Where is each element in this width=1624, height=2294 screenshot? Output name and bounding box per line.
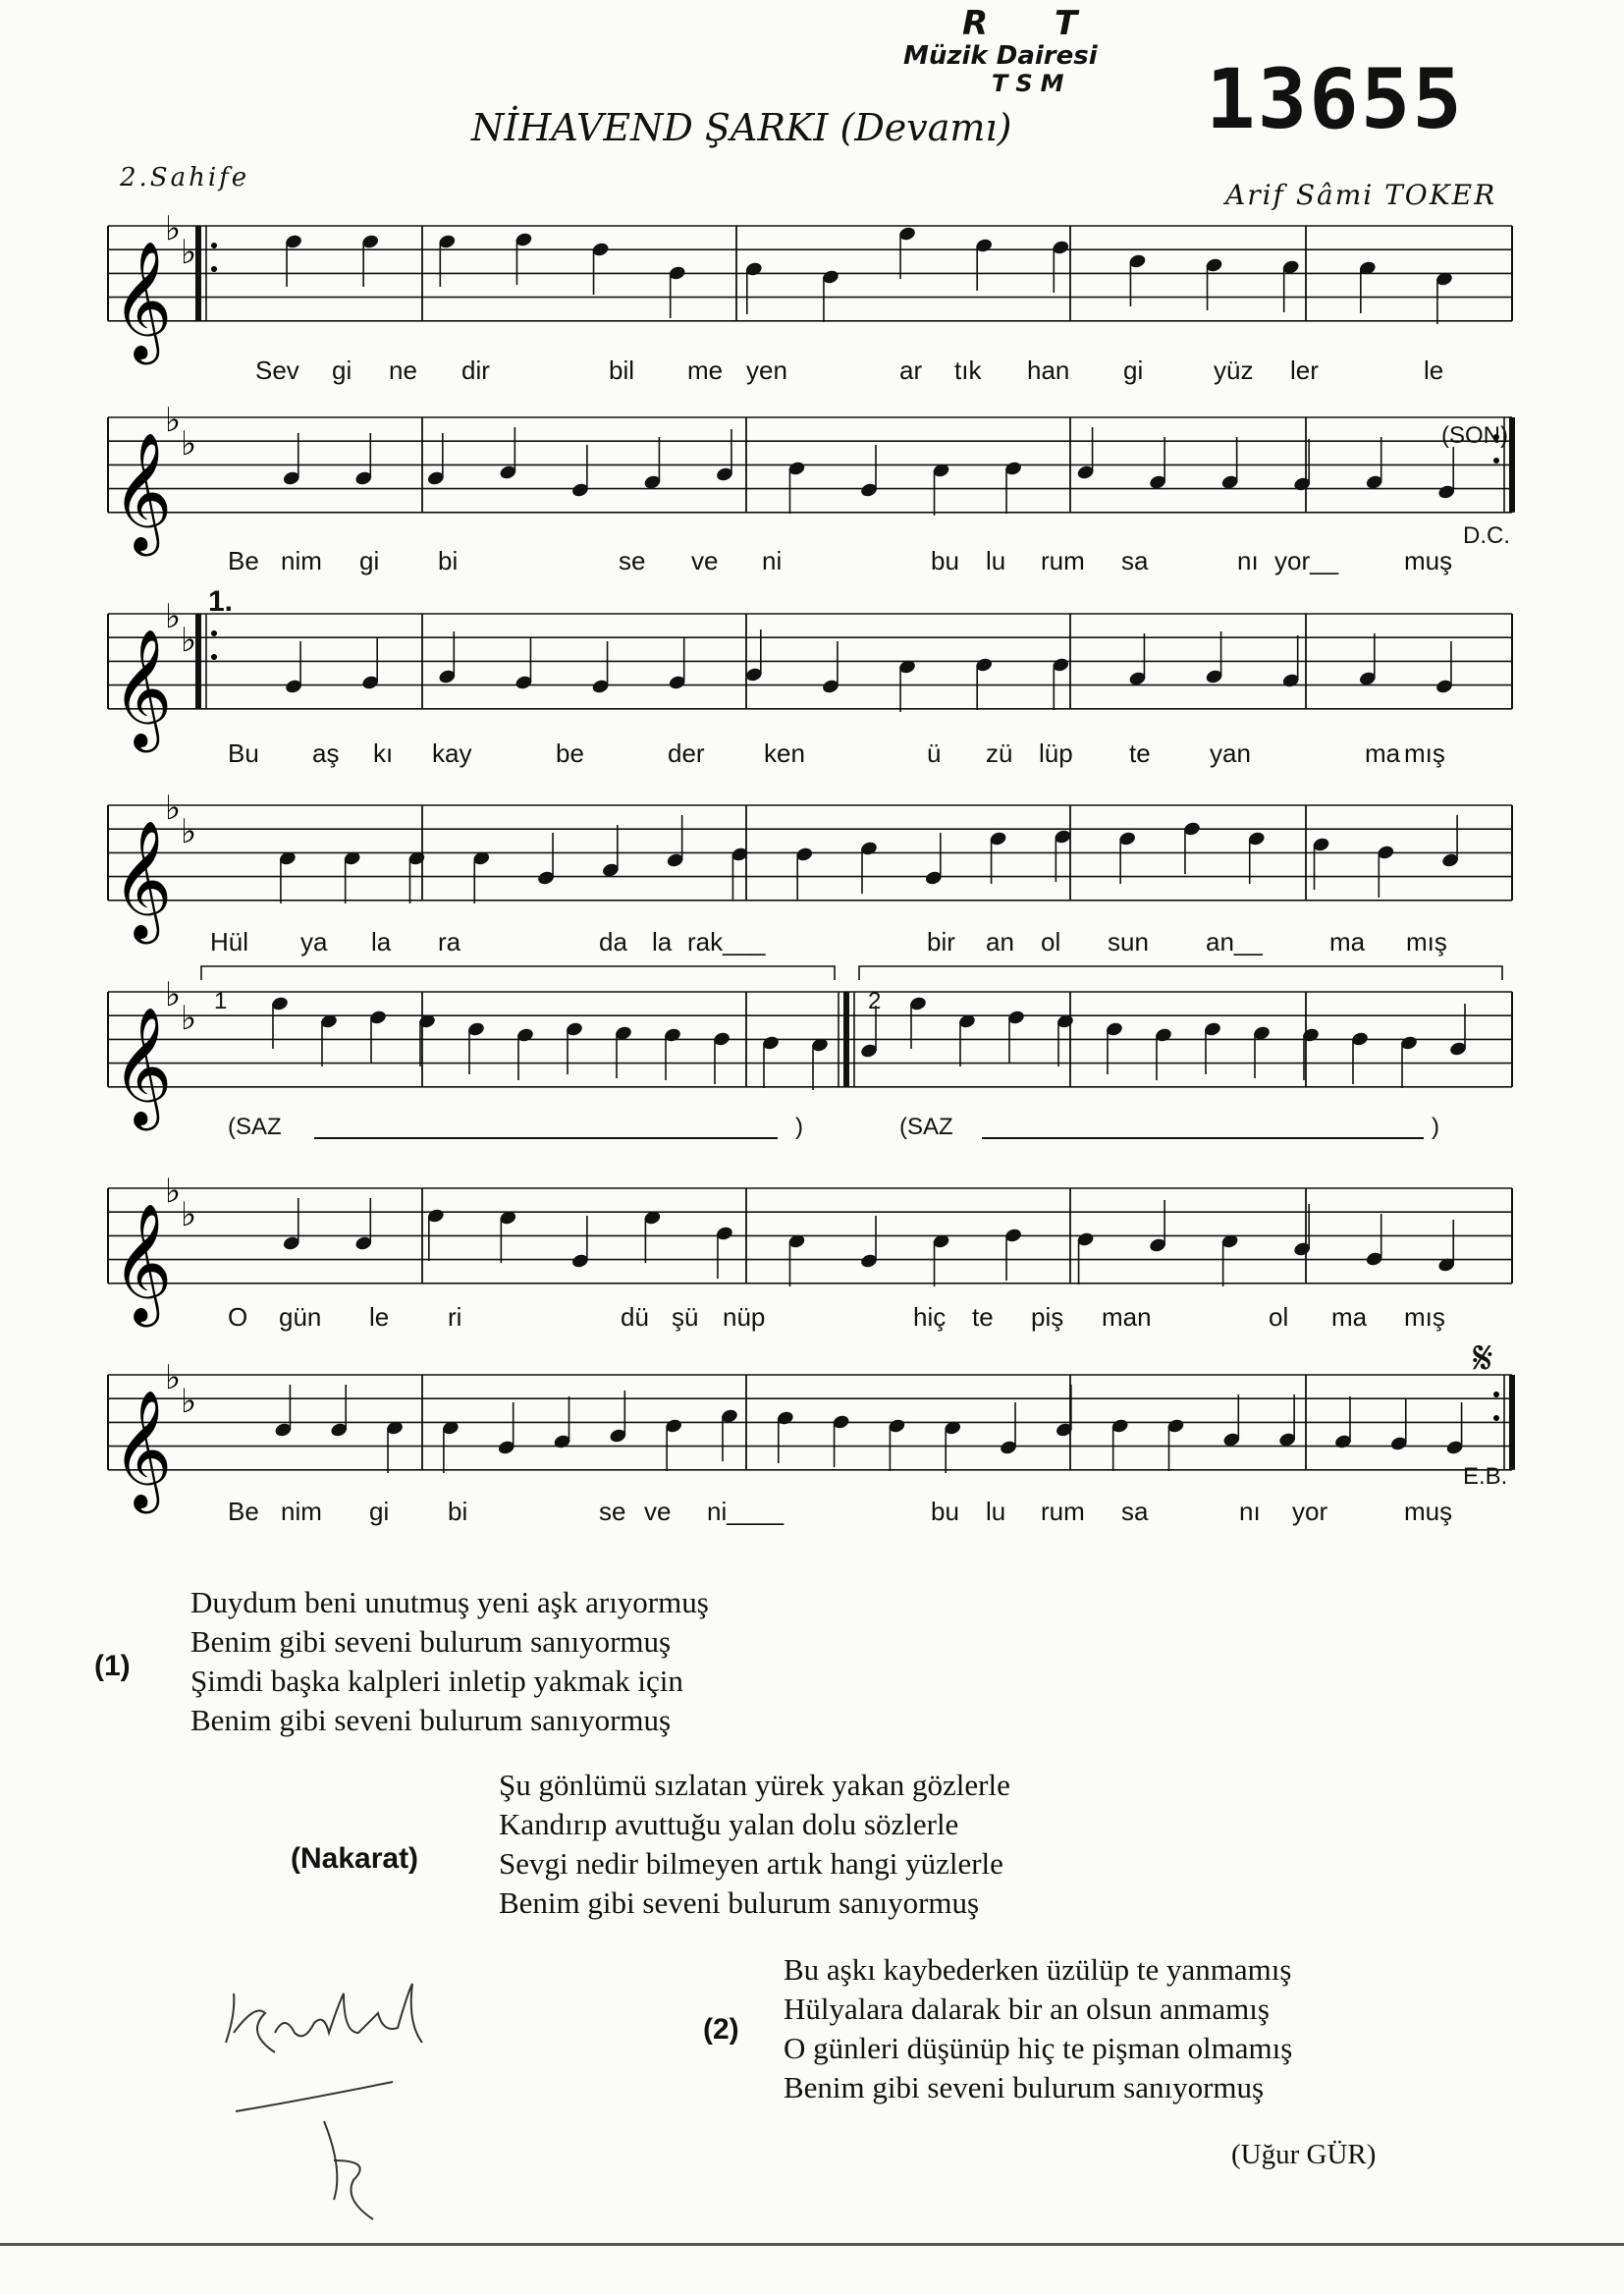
repeat-dot xyxy=(1493,1415,1499,1421)
stamp-line-1: R T xyxy=(962,4,1106,43)
lyric-syllable: te xyxy=(1129,738,1151,768)
lyric-syllable: Sev xyxy=(255,355,299,385)
lyric-syllable: ü xyxy=(927,738,942,768)
lyric-syllable: lu xyxy=(986,546,1006,575)
lyric-syllable: yan xyxy=(1210,738,1251,768)
lyric-syllable: Hül xyxy=(210,927,249,956)
lyric-syllable: rum xyxy=(1041,1497,1085,1526)
lyric-syllable: zü xyxy=(986,738,1013,768)
lyric-syllable: kay xyxy=(432,738,472,768)
lyric-syllable: ni____ xyxy=(707,1497,785,1526)
lyric-syllable: nim xyxy=(281,1497,322,1526)
lyric-syllable: gi xyxy=(1123,355,1144,385)
flat-icon: ♭ xyxy=(165,1172,182,1211)
verse-1 xyxy=(190,1583,709,1740)
flat-icon: ♭ xyxy=(181,812,197,851)
flat-icon: ♭ xyxy=(165,975,182,1014)
treble-clef-icon: 𝄞 xyxy=(112,818,173,939)
lyric-syllable: Bu xyxy=(228,738,259,768)
handwritten-signature xyxy=(206,1974,501,2249)
lyric-syllable: nim xyxy=(281,546,322,575)
lyric-syllable: lüp xyxy=(1039,738,1073,768)
treble-clef-icon: 𝄞 xyxy=(112,1005,173,1125)
lyric-syllable: ol xyxy=(1269,1302,1289,1332)
score-marking: E.B. xyxy=(1463,1463,1508,1490)
flat-icon: ♭ xyxy=(165,597,182,636)
lyric-syllable: dü xyxy=(621,1302,649,1332)
flat-icon: ♭ xyxy=(181,1195,197,1234)
repeat-dot xyxy=(211,243,217,248)
lyric-syllable: hiç xyxy=(913,1302,947,1332)
repeat-dot xyxy=(1493,1392,1499,1397)
lyric-syllable: la xyxy=(652,927,673,956)
treble-clef-icon: 𝄞 xyxy=(112,430,173,551)
scan-edge-line xyxy=(0,2243,1624,2246)
nakarat-line: Şu gönlümü sızlatan yürek yakan gözlerle xyxy=(499,1768,1010,1802)
lyric-syllable: man xyxy=(1102,1302,1152,1332)
lyric-syllable: ma xyxy=(1331,1302,1368,1332)
verse-2-label: (2) xyxy=(703,2013,739,2046)
lyric-syllable: han xyxy=(1027,355,1070,385)
lyric-syllable: da xyxy=(599,927,627,956)
lyric-syllable: muş xyxy=(1404,546,1453,575)
lyric-syllable: le xyxy=(369,1302,390,1332)
flat-icon: ♭ xyxy=(181,1382,197,1421)
lyric-syllable: bu xyxy=(931,546,959,575)
flat-icon: ♭ xyxy=(165,789,182,828)
lyric-syllable: aş xyxy=(312,738,340,768)
page-title: NİHAVEND ŞARKI (Devamı) xyxy=(471,106,1012,149)
lyric-syllable: bil xyxy=(609,355,635,385)
archive-number: 13655 xyxy=(1206,51,1464,147)
lyric-syllable: rum xyxy=(1041,546,1085,575)
flat-icon: ♭ xyxy=(165,209,182,248)
nakarat-line: Benim gibi seveni bulurum sanıyormuş xyxy=(499,1885,980,1920)
lyric-syllable: piş xyxy=(1031,1302,1064,1332)
score-marking: 2 xyxy=(868,988,882,1014)
verse-1-line: Benim gibi seveni bulurum sanıyormuş xyxy=(190,1703,672,1737)
lyric-syllable: ar xyxy=(899,355,923,385)
score-marking: ) xyxy=(795,1114,803,1140)
lyricist-name: (Uğur GÜR) xyxy=(1231,2139,1377,2170)
volta-bracket-1 xyxy=(201,966,835,980)
lyric-syllable: mış xyxy=(1406,927,1447,956)
score-marking: (SAZ xyxy=(228,1114,282,1140)
lyric-syllable: sa xyxy=(1121,546,1149,575)
score-marking: 1 xyxy=(214,988,228,1014)
lyric-syllable: nı xyxy=(1237,546,1259,575)
repeat-dot xyxy=(1493,458,1499,464)
stamp-line-2: Müzik Dairesi xyxy=(903,41,1098,71)
lyric-syllable: bi xyxy=(448,1497,468,1526)
repeat-dot xyxy=(211,654,217,660)
flat-icon: ♭ xyxy=(181,621,197,660)
lyric-syllable: bir xyxy=(927,927,955,956)
score-marking: D.C. xyxy=(1463,522,1510,549)
page-label: 2.Sahife xyxy=(120,163,250,192)
verse-1-line: Şimdi başka kalpleri inletip yakmak için xyxy=(190,1664,683,1698)
score-marking: 1. xyxy=(208,585,234,618)
lyric-syllable: gi xyxy=(332,355,352,385)
lyric-syllable: Be xyxy=(228,1497,259,1526)
verse-1-line: Benim gibi seveni bulurum sanıyormuş xyxy=(190,1624,672,1659)
lyric-syllable: ni xyxy=(762,546,783,575)
lyric-syllable: gi xyxy=(359,546,380,575)
treble-clef-icon: 𝄞 xyxy=(112,627,173,747)
nakarat-line: Kandırıp avuttuğu yalan dolu sözlerle xyxy=(499,1807,959,1841)
repeat-dot xyxy=(211,266,217,272)
lyric-syllable: se xyxy=(619,546,646,575)
stamp-line-3: TSM xyxy=(992,70,1072,97)
lyric-syllable: ma xyxy=(1329,927,1366,956)
lyric-syllable: kı xyxy=(373,738,394,768)
saz-underline xyxy=(314,1137,778,1139)
lyric-syllable: lu xyxy=(986,1497,1006,1526)
lyric-syllable: la xyxy=(371,927,392,956)
verse-2-line: Bu aşkı kaybederken üzülüp te yanmamış xyxy=(784,1952,1292,1987)
lyric-syllable: sun xyxy=(1108,927,1149,956)
lyric-syllable: ken xyxy=(764,738,805,768)
lyric-syllable: muş xyxy=(1404,1497,1453,1526)
lyrics-row-1 xyxy=(0,355,1624,391)
lyrics-row-4 xyxy=(0,927,1624,962)
score-marking: (SAZ xyxy=(899,1114,953,1140)
lyrics-row-3 xyxy=(0,738,1624,774)
repeat-dot xyxy=(211,630,217,636)
treble-clef-icon: 𝄞 xyxy=(112,1388,173,1508)
lyric-syllable: an__ xyxy=(1206,927,1263,956)
lyric-syllable: nı xyxy=(1239,1497,1261,1526)
flat-icon: ♭ xyxy=(181,233,197,272)
lyric-syllable: me xyxy=(687,355,724,385)
lyric-syllable: rak___ xyxy=(687,927,766,956)
lyric-syllable: ve xyxy=(691,546,719,575)
lyrics-row-6 xyxy=(0,1302,1624,1338)
lyric-syllable: an xyxy=(986,927,1014,956)
lyric-syllable: gün xyxy=(279,1302,322,1332)
lyric-syllable: O xyxy=(228,1302,248,1332)
lyric-syllable: dir xyxy=(461,355,490,385)
verse-1-line: Duydum beni unutmuş yeni aşk arıyormuş xyxy=(190,1585,709,1619)
score-marking: ) xyxy=(1432,1114,1439,1140)
verse-2-line: Hülyalara dalarak bir an olsun anmamış xyxy=(784,1992,1270,2026)
flat-icon: ♭ xyxy=(165,1358,182,1397)
verse-2-line: O günleri düşünüp hiç te pişman olmamış xyxy=(784,2031,1293,2065)
lyric-syllable: te xyxy=(972,1302,994,1332)
verse-2-line: Benim gibi seveni bulurum sanıyormuş xyxy=(784,2070,1265,2104)
flat-icon: ♭ xyxy=(165,401,182,440)
lyric-syllable: Be xyxy=(228,546,259,575)
verse-2 xyxy=(784,1950,1292,2107)
nakarat-label: (Nakarat) xyxy=(291,1842,419,1875)
lyrics-row-7 xyxy=(0,1497,1624,1532)
composer-name: Arif Sâmi TOKER xyxy=(1225,179,1497,211)
lyric-syllable: se xyxy=(599,1497,626,1526)
treble-clef-icon: 𝄞 xyxy=(112,1201,173,1322)
stamp-organization xyxy=(903,6,1198,96)
lyric-syllable: sa xyxy=(1121,1497,1149,1526)
lyric-syllable: ol xyxy=(1041,927,1061,956)
lyric-syllable: tık xyxy=(954,355,982,385)
lyric-syllable: yor xyxy=(1292,1497,1328,1526)
lyric-syllable: yüz xyxy=(1214,355,1254,385)
lyric-syllable: nüp xyxy=(723,1302,766,1332)
score-marking: (SON) xyxy=(1441,422,1508,449)
volta-bracket-2 xyxy=(859,966,1502,980)
lyric-syllable: yor__ xyxy=(1274,546,1339,575)
lyric-syllable: ra xyxy=(438,927,461,956)
lyric-syllable: bi xyxy=(438,546,459,575)
lyric-syllable: ler xyxy=(1290,355,1319,385)
lyric-syllable: ya xyxy=(300,927,328,956)
lyric-syllable: mış xyxy=(1404,1302,1445,1332)
lyric-syllable: be xyxy=(556,738,584,768)
flat-icon: ♭ xyxy=(181,424,197,464)
lyric-syllable: ma xyxy=(1365,738,1401,768)
lyrics-row-2 xyxy=(0,546,1624,581)
lyric-syllable: şü xyxy=(672,1302,699,1332)
flat-icon: ♭ xyxy=(181,999,197,1038)
lyric-syllable: der xyxy=(668,738,705,768)
lyric-syllable: ve xyxy=(644,1497,672,1526)
lyric-syllable: le xyxy=(1424,355,1444,385)
lyric-syllable: ri xyxy=(448,1302,462,1332)
lyric-syllable: bu xyxy=(931,1497,959,1526)
nakarat-verse xyxy=(499,1766,1010,1923)
verse-1-label: (1) xyxy=(94,1650,131,1682)
lyric-syllable: yen xyxy=(746,355,787,385)
nakarat-line: Sevgi nedir bilmeyen artık hangi yüzlerle xyxy=(499,1846,1003,1881)
saz-underline xyxy=(982,1137,1424,1139)
score-marking: 𝄋 xyxy=(1473,1333,1493,1385)
treble-clef-icon: 𝄞 xyxy=(112,239,173,359)
lyric-syllable: mış xyxy=(1404,738,1445,768)
lyric-syllable: ne xyxy=(389,355,417,385)
lyric-syllable: gi xyxy=(369,1497,390,1526)
